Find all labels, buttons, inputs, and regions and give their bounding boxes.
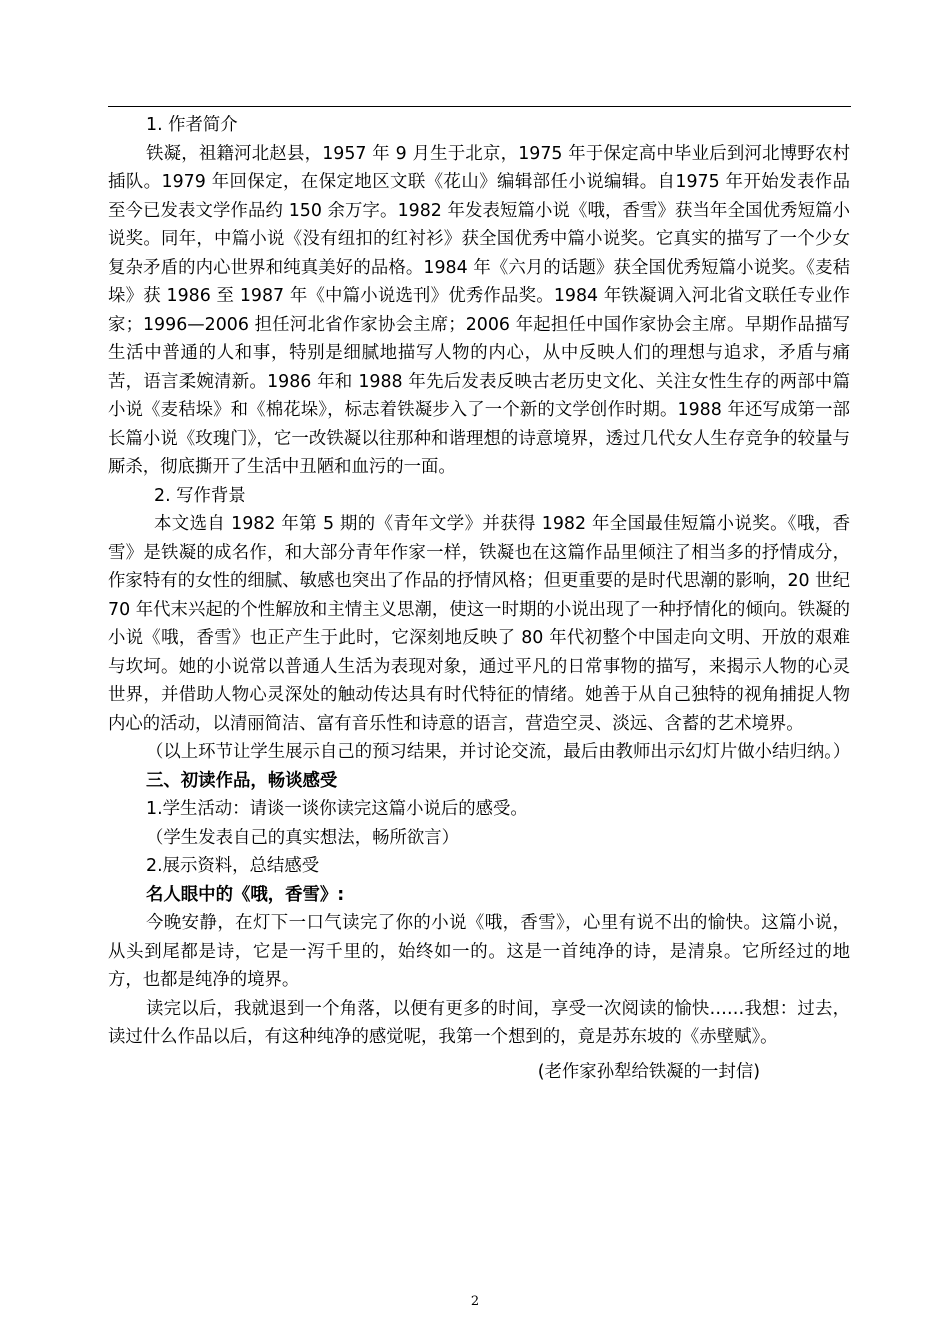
- quote-source: (老作家孙犁给铁凝的一封信): [537, 1061, 760, 1082]
- activity-two: 2.展示资料，总结感受: [146, 856, 320, 876]
- quote-paragraph-one: 今晚安静，在灯下一口气读完了你的小说《哦，香雪》，心里有说不出的愉快。这篇小说，从头到尾都是诗，它是一泻千里的，始终如一的。这是一首纯净的诗，是清泉。它所经过的地方，也都是纯净的境界。: [108, 913, 850, 990]
- teacher-note: （以上环节让学生展示自己的预习结果，并讨论交流，最后由教师出示幻灯片做小结归纳。）: [146, 742, 851, 762]
- section-heading-background: 2. 写作背景: [154, 485, 246, 506]
- part-three-heading: 三、初读作品，畅谈感受: [146, 770, 338, 791]
- background-paragraph: 本文选自 1982 年第 5 期的《青年文学》并获得 1982 年全国最佳短篇小说奖。《哦，香雪》是铁凝的成名作，和大部分青年作家一样，铁凝也在这篇作品里倾注了相当多的抒情成分，作家特有的女性的细腻、敏感也突出了作品的抒情风格；但更重要的是时代思潮的影响，20 世纪 70 年代末兴起的个性解放和主情主义思潮，使这一时期的小说出现了一种抒情化的倾向。铁凝的小说《哦，香雪》也正产生于此时，它深刻地反映了 80 年代初整个中国走向文明、开放的艰难与坎坷。她的小说常以普通人生活为表现对象，通过平凡的日常事物的描写，来揭示人物的心灵世界，并借助人物心灵深处的触动传达具有时代特征的情绪。她善于从自己独特的视角捕捉人物内心的活动，以清丽简洁、富有音乐性和诗意的语言，营造空灵、淡远、含蓄的艺术境界。: [108, 514, 850, 734]
- document-body: [108, 111, 850, 1086]
- page-number: 2: [470, 1294, 480, 1309]
- famous-view-heading: 名人眼中的《哦，香雪》:: [146, 884, 345, 905]
- quote-paragraph-two: 读完以后，我就退到一个角落，以便有更多的时间，享受一次阅读的愉快……我想：过去，读过什么作品以后，有这种纯净的感觉呢，我第一个想到的，竟是苏东坡的《赤壁赋》。: [108, 998, 850, 1047]
- activity-one-note: （学生发表自己的真实想法，畅所欲言）: [146, 827, 460, 848]
- header-rule: [108, 106, 851, 107]
- author-bio-paragraph: 铁凝，祖籍河北赵县，1957 年 9 月生于北京，1975 年于保定高中毕业后到河北博野农村插队。1979 年回保定，在保定地区文联《花山》编辑部任小说编辑。自1975 年开始发表作品至今已发表文学作品约 150 余万字。1982 年发表短篇小说《哦，香雪》获当年全国优秀短篇小说奖。同年，中篇小说《没有纽扣的红衬衫》获全国优秀中篇小说奖。它真实的描写了一个少女复杂矛盾的内心世界和纯真美好的品格。1984 年《六月的话题》获全国优秀短篇小说奖。《麦秸垛》获 1986 至 1987 年《中篇小说选刊》优秀作品奖。1984 年铁凝调入河北省文联任专业作家；1996—2006 担任河北省作家协会主席；2006 年起担任中国作家协会主席。早期作品描写生活中普通的人和事，特别是细腻地描写人物的内心，从中反映人们的理想与追求，矛盾与痛苦，语言柔婉清新。1986 年和 1988 年先后发表反映古老历史文化、关注女性生存的两部中篇小说《麦秸垛》和《棉花垛》，标志着铁凝步入了一个新的文学创作时期。1988 年还写成第一部长篇小说《玫瑰门》，它一改铁凝以往那种和谐理想的诗意境界，透过几代女人生存竞争的较量与厮杀，彻底撕开了生活中丑陋和血污的一面。: [108, 143, 850, 477]
- section-heading-author: 1. 作者简介: [146, 115, 238, 135]
- activity-one: 1.学生活动：请谈一谈你读完这篇小说后的感受。: [146, 799, 528, 819]
